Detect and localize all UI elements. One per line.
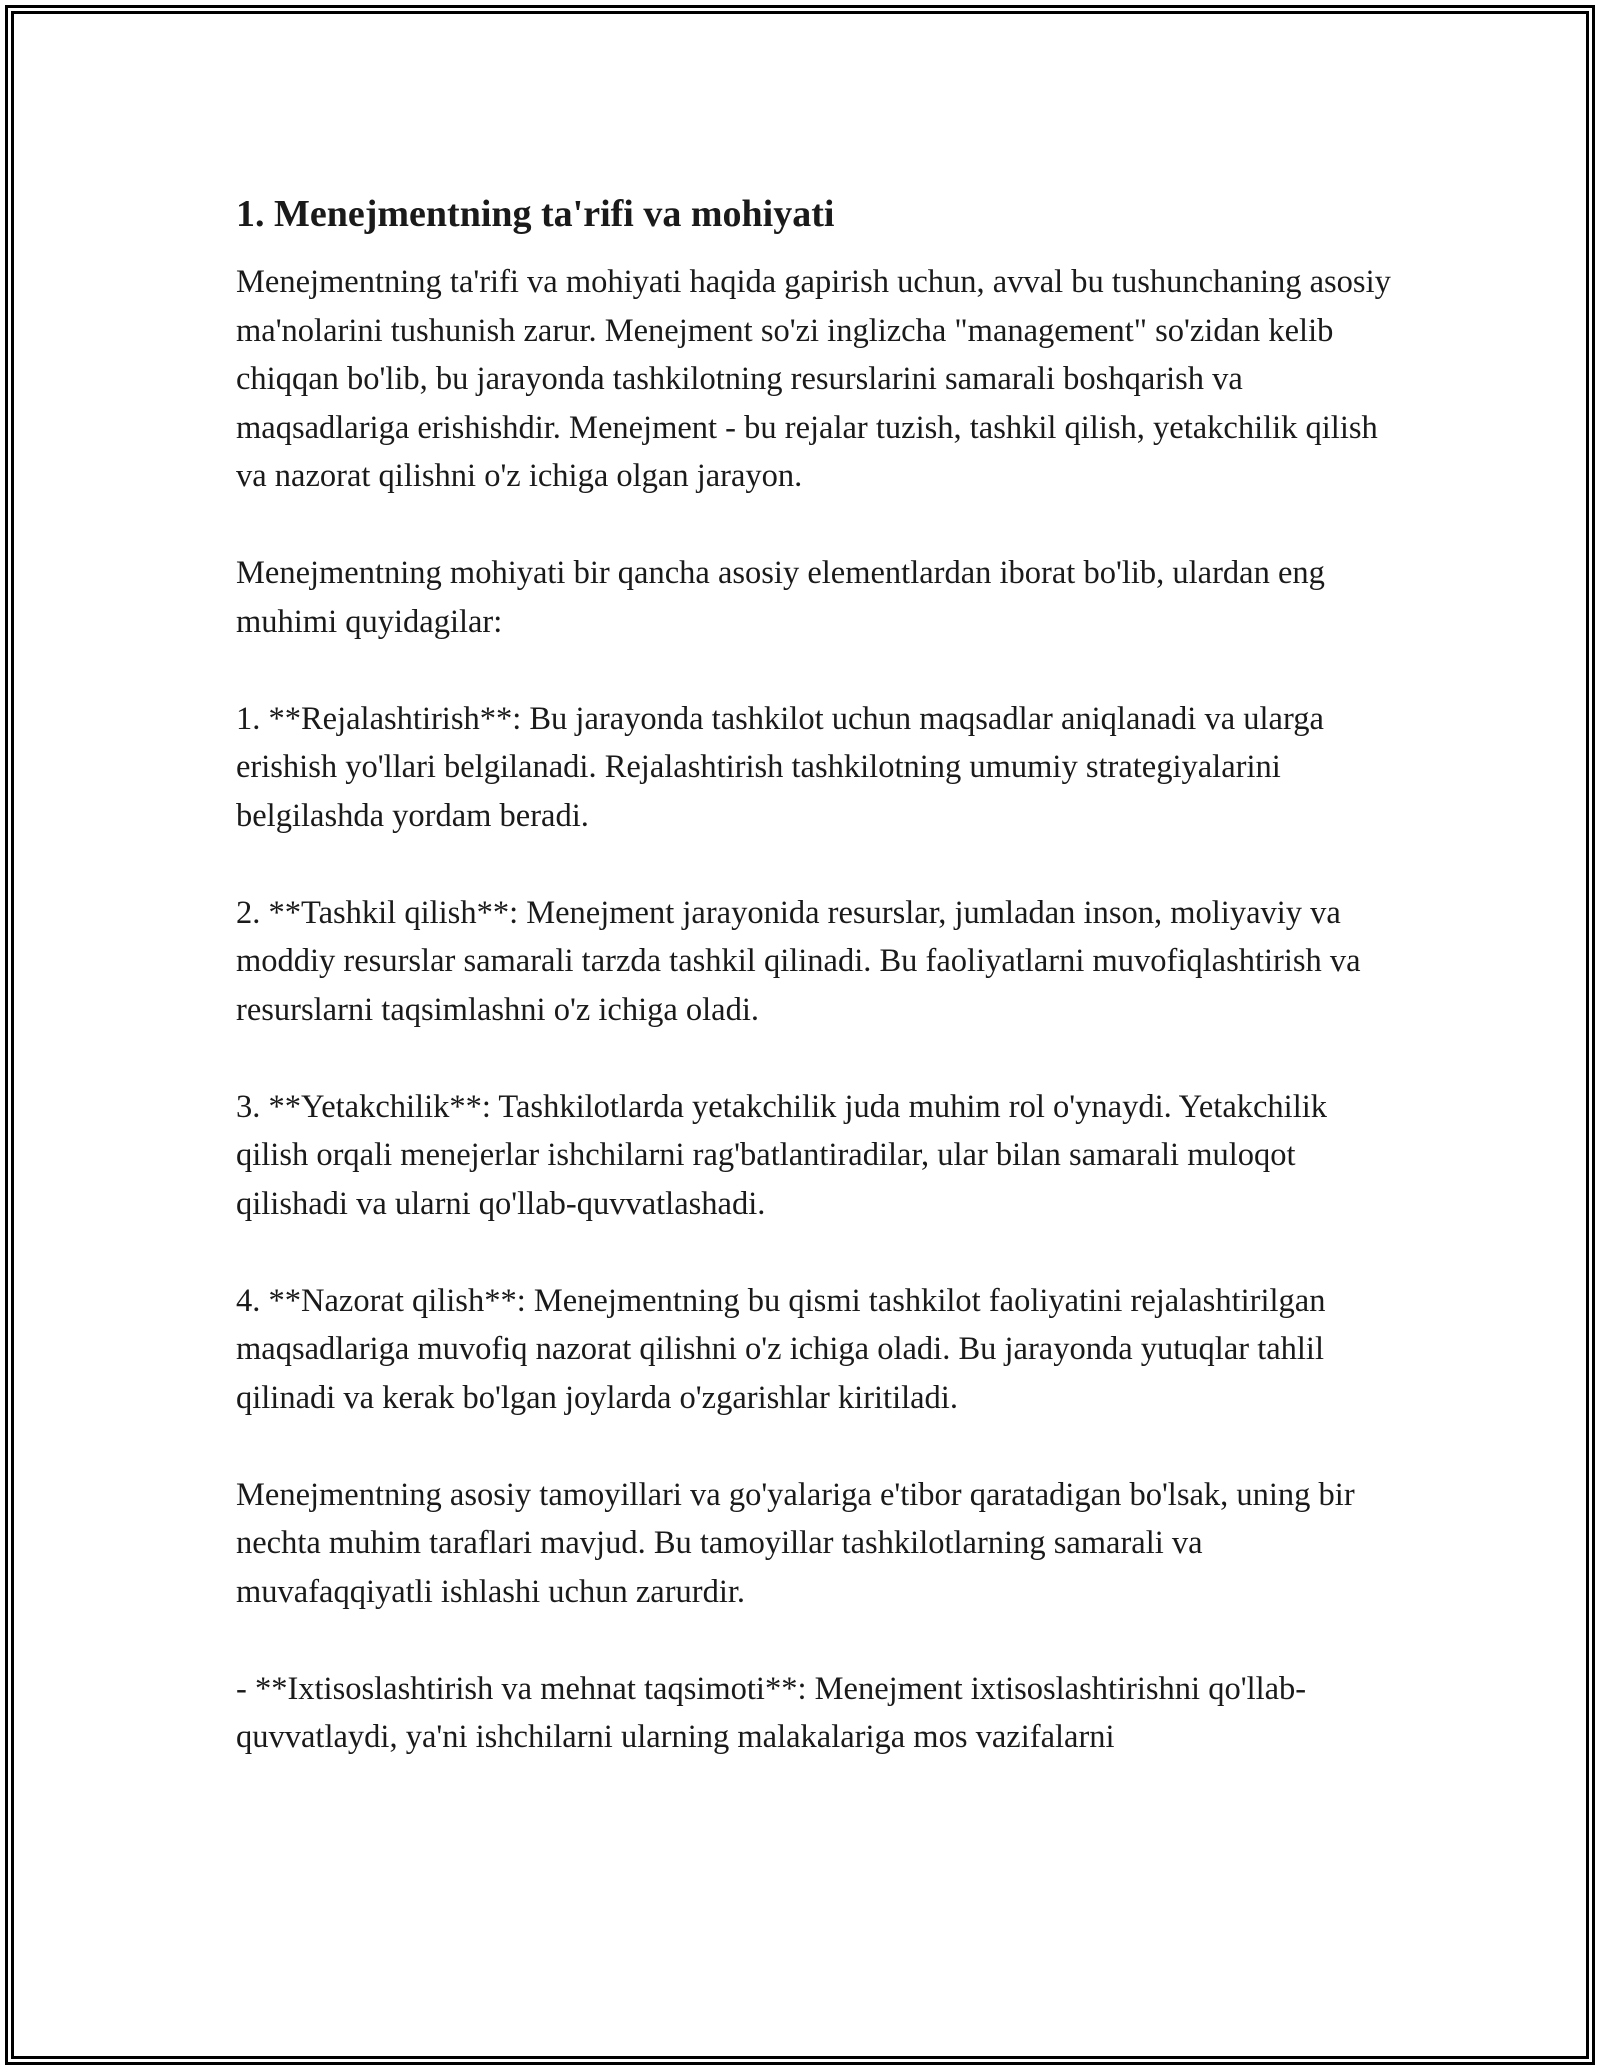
paragraph-essence-intro: Menejmentning mohiyati bir qancha asosiy elementlardan iborat bo'lib, ulardan eng muhimi quyidagilar: xyxy=(236,555,1325,640)
list-item-planning: 1. **Rejalashtirish**: Bu jarayonda tashkilot uchun maqsadlar aniqlanadi va ularga erishish yo'llari belgilanadi. Rejalashtirish tashkilotning umumiy strategiyalarini belgilashda yordam beradi. xyxy=(236,700,1324,834)
paragraph-principles: Menejmentning asosiy tamoyillari va go'yalariga e'tibor qaratadigan bo'lsak, uning bir nechta muhim taraflari mavjud. Bu tamoyillar tashkilotlarning samarali va muvafaqqiyatli ishlashi uchun zarurdir. xyxy=(236,1476,1355,1610)
section-title: 1. Menejmentning ta'rifi va mohiyati xyxy=(236,193,835,235)
list-item-leadership: 3. **Yetakchilik**: Tashkilotlarda yetakchilik juda muhim rol o'ynaydi. Yetakchilik qilish orqali menejerlar ishchilarni rag'batlantiradilar, ular bilan samarali muloqot qilishadi va ularni qo'llab-quvvatlashadi. xyxy=(236,1088,1328,1222)
list-item-organizing: 2. **Tashkil qilish**: Menejment jarayonida resurslar, jumladan inson, moliyaviy va moddiy resurslar samarali tarzda tashkil qilinadi. Bu faoliyatlarni muvofiqlashtirish va resurslarni taqsimlashni o'z ichiga oladi. xyxy=(236,894,1361,1028)
paragraph-definition: Menejmentning ta'rifi va mohiyati haqida gapirish uchun, avval bu tushunchaning asosiy ma'nolarini tushunish zarur. Menejment so'zi inglizcha "management" so'zidan kelib chiqqan bo'lib, bu jarayonda tashkilotning resurslarini samarali boshqarish va maqsadlariga erishishdir. Menejment - bu rejalar tuzish, tashkil qilish, yetakchilik qilish va nazorat qilishni o'z ichiga olgan jarayon. xyxy=(236,264,1391,494)
document-body xyxy=(236,188,1396,1810)
bullet-specialization: - **Ixtisoslashtirish va mehnat taqsimoti**: Menejment ixtisoslashtirishni qo'llab-quvvatlaydi, ya'ni ishchilarni ularning malakalariga mos vazifalarni xyxy=(236,1670,1307,1755)
list-item-control: 4. **Nazorat qilish**: Menejmentning bu qismi tashkilot faoliyatini rejalashtirilgan maqsadlariga muvofiq nazorat qilishni o'z ichiga oladi. Bu jarayonda yutuqlar tahlil qilinadi va kerak bo'lgan joylarda o'zgarishlar kiritiladi. xyxy=(236,1282,1326,1416)
